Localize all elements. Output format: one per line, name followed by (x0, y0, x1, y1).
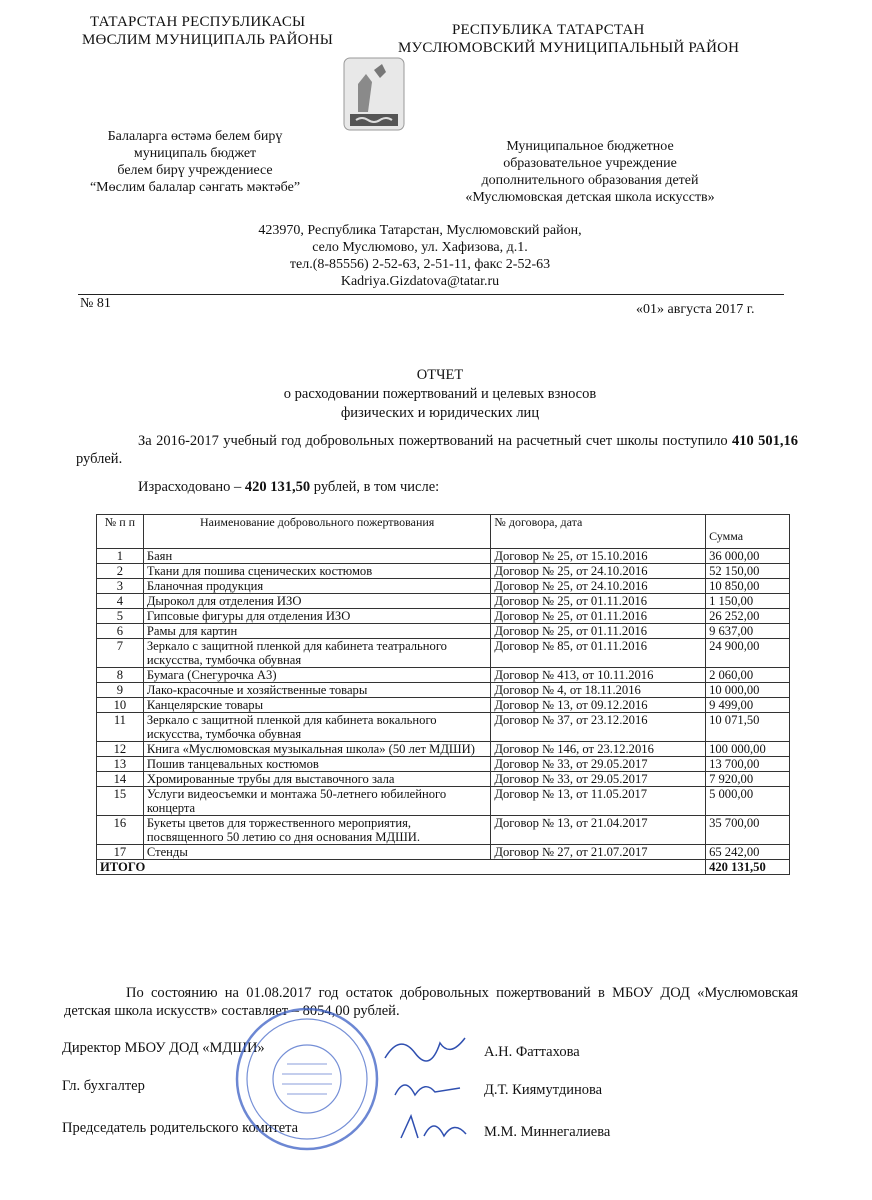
row-contract: Договор № 85, от 01.11.2016 (491, 639, 706, 668)
row-contract: Договор № 33, от 29.05.2017 (491, 757, 706, 772)
table-row (97, 549, 790, 564)
intro-p1-tail: рублей. (76, 451, 123, 467)
table-body (97, 549, 790, 860)
table-row (97, 564, 790, 579)
row-name: Рамы для картин (143, 624, 491, 639)
address-block (200, 222, 640, 290)
org-russian-line3: дополнительного образования детей (481, 173, 699, 188)
row-num: 8 (97, 668, 144, 683)
address-line1: 423970, Республика Татарстан, Муслюмовский район, (258, 223, 582, 238)
table-row (97, 624, 790, 639)
header-sum: Сумма (706, 515, 790, 549)
address-email: Kadriya.Gizdatova@tatar.ru (340, 274, 500, 289)
row-num: 2 (97, 564, 144, 579)
row-num: 1 (97, 549, 144, 564)
row-sum: 2 060,00 (706, 668, 790, 683)
accountant-signature-icon (390, 1070, 470, 1105)
address-line2: село Муслюмово, ул. Хафизова, д.1. (312, 240, 528, 255)
table-row (97, 683, 790, 698)
header-contract: № договора, дата (491, 515, 706, 549)
table-row (97, 742, 790, 757)
table-header-row (97, 515, 790, 549)
table-row (97, 816, 790, 845)
row-contract: Договор № 37, от 23.12.2016 (491, 713, 706, 742)
row-num: 12 (97, 742, 144, 757)
doc-date: «01» августа 2017 г. (636, 302, 755, 317)
signature-role-director: Директор МБОУ ДОД «МДШИ» (62, 1040, 265, 1056)
row-name: Баян (143, 549, 491, 564)
row-contract: Договор № 25, от 24.10.2016 (491, 564, 706, 579)
address-line3: тел.(8-85556) 2-52-63, 2-51-11, факс 2-52-63 (289, 257, 551, 272)
row-sum: 35 700,00 (706, 816, 790, 845)
row-name: Гипсовые фигуры для отделения ИЗО (143, 609, 491, 624)
row-contract: Договор № 25, от 24.10.2016 (491, 579, 706, 594)
closing-paragraph: По состоянию на 01.08.2017 год остаток добровольных пожертвований в МБОУ ДОД «Муслюмовская детская школа искусств» составляет – 8054,00 рублей. (64, 985, 798, 1019)
row-contract: Договор № 25, от 15.10.2016 (491, 549, 706, 564)
row-sum: 100 000,00 (706, 742, 790, 757)
row-num: 14 (97, 772, 144, 787)
row-sum: 52 150,00 (706, 564, 790, 579)
org-russian-line4: «Муслюмовская детская школа искусств» (465, 190, 715, 205)
header-right-line1: РЕСПУБЛИКА ТАТАРСТАН (452, 22, 645, 38)
table-row (97, 713, 790, 742)
row-contract: Договор № 27, от 21.07.2017 (491, 845, 706, 860)
signature-role-accountant: Гл. бухгалтер (62, 1078, 145, 1094)
row-contract: Договор № 13, от 09.12.2016 (491, 698, 706, 713)
row-sum: 5 000,00 (706, 787, 790, 816)
signature-name-accountant: Д.Т. Киямутдинова (484, 1082, 603, 1098)
header-left-line2: МӨСЛИМ МУНИЦИПАЛЬ РАЙОНЫ (82, 32, 334, 48)
intro-p1-amount: 410 501,16 (732, 433, 799, 449)
row-sum: 9 499,00 (706, 698, 790, 713)
row-num: 5 (97, 609, 144, 624)
row-num: 13 (97, 757, 144, 772)
doc-number: № 81 (80, 296, 111, 311)
official-stamp-icon (232, 1004, 382, 1154)
row-contract: Договор № 146, от 23.12.2016 (491, 742, 706, 757)
row-num: 17 (97, 845, 144, 860)
row-sum: 10 850,00 (706, 579, 790, 594)
row-sum: 13 700,00 (706, 757, 790, 772)
row-num: 15 (97, 787, 144, 816)
row-name: Лако-красочные и хозяйственные товары (143, 683, 491, 698)
row-num: 16 (97, 816, 144, 845)
row-name: Зеркало с защитной пленкой для кабинета вокального искусства, тумбочка обувная (143, 713, 491, 742)
row-sum: 9 637,00 (706, 624, 790, 639)
row-contract: Договор № 4, от 18.11.2016 (491, 683, 706, 698)
row-name: Зеркало с защитной пленкой для кабинета театрального искусства, тумбочка обувная (143, 639, 491, 668)
row-contract: Договор № 25, от 01.11.2016 (491, 609, 706, 624)
org-tatar-line4: “Мөслим балалар сәнгать мәктәбе” (89, 180, 301, 195)
row-sum: 26 252,00 (706, 609, 790, 624)
row-name: Услуги видеосъемки и монтажа 50-летнего юбилейного концерта (143, 787, 491, 816)
expenses-table (96, 514, 790, 875)
row-name: Бланочная продукция (143, 579, 491, 594)
row-num: 10 (97, 698, 144, 713)
header-right-line2: МУСЛЮМОВСКИЙ МУНИЦИПАЛЬНЫЙ РАЙОН (398, 40, 740, 56)
director-signature-icon (380, 1028, 470, 1068)
row-contract: Договор № 13, от 11.05.2017 (491, 787, 706, 816)
row-sum: 10 000,00 (706, 683, 790, 698)
row-num: 9 (97, 683, 144, 698)
intro-p2-text: Израсходовано – (138, 479, 245, 495)
header-left-line1: ТАТАРСТАН РЕСПУБЛИКАСЫ (90, 14, 306, 30)
row-sum: 7 920,00 (706, 772, 790, 787)
table-row (97, 757, 790, 772)
row-name: Хромированные трубы для выставочного зала (143, 772, 491, 787)
row-name: Бумага (Снегурочка А3) (143, 668, 491, 683)
row-contract: Договор № 25, от 01.11.2016 (491, 594, 706, 609)
row-sum: 10 071,50 (706, 713, 790, 742)
row-name: Ткани для пошива сценических костюмов (143, 564, 491, 579)
row-sum: 65 242,00 (706, 845, 790, 860)
intro-paragraph-2 (138, 478, 439, 496)
table-row (97, 845, 790, 860)
header-name: Наименование добровольного пожертвования (143, 515, 491, 549)
row-num: 4 (97, 594, 144, 609)
report-title (200, 366, 680, 423)
org-russian-line2: образовательное учреждение (503, 156, 677, 171)
row-name: Стенды (143, 845, 491, 860)
row-contract: Договор № 413, от 10.11.2016 (491, 668, 706, 683)
org-tatar-line1: Балаларга өстәмә белем бирү (107, 129, 283, 144)
org-tatar-block (60, 128, 330, 196)
intro-p1-text: За 2016-2017 учебный год добровольных пожертвований на расчетный счет школы поступило (138, 433, 732, 449)
row-name: Книга «Муслюмовская музыкальная школа» (50 лет МДШИ) (143, 742, 491, 757)
title-line3: физических и юридических лиц (340, 405, 540, 421)
table-row (97, 579, 790, 594)
table-row (97, 639, 790, 668)
intro-paragraph-1 (76, 432, 798, 468)
table-total-row (97, 860, 790, 875)
row-sum: 24 900,00 (706, 639, 790, 668)
row-name: Пошив танцевальных костюмов (143, 757, 491, 772)
total-sum: 420 131,50 (706, 860, 790, 875)
table-row (97, 772, 790, 787)
coat-of-arms-icon (338, 54, 410, 134)
signature-name-chairman: М.М. Миннегалиева (484, 1124, 611, 1140)
row-contract: Договор № 13, от 21.04.2017 (491, 816, 706, 845)
intro-p2-amount: 420 131,50 (244, 479, 311, 495)
row-num: 3 (97, 579, 144, 594)
intro-p2-tail: рублей, в том числе: (310, 479, 440, 495)
row-num: 11 (97, 713, 144, 742)
title-line1: ОТЧЕТ (416, 367, 464, 383)
header-divider (78, 294, 784, 295)
table-row (97, 609, 790, 624)
org-tatar-line2: муниципаль бюджет (133, 146, 257, 161)
row-num: 6 (97, 624, 144, 639)
row-name: Букеты цветов для торжественного мероприятия, посвященного 50 летию со дня основания МДШИ. (143, 816, 491, 845)
table-row (97, 698, 790, 713)
row-sum: 1 150,00 (706, 594, 790, 609)
row-contract: Договор № 25, от 01.11.2016 (491, 624, 706, 639)
row-name: Дырокол для отделения ИЗО (143, 594, 491, 609)
row-sum: 36 000,00 (706, 549, 790, 564)
row-num: 7 (97, 639, 144, 668)
total-label: ИТОГО (97, 860, 706, 875)
org-russian-block (440, 138, 740, 206)
table-row (97, 594, 790, 609)
row-name: Канцелярские товары (143, 698, 491, 713)
org-tatar-line3: белем бирү учреждениесе (117, 163, 273, 178)
header-num: № п п (97, 515, 144, 549)
title-line2: о расходовании пожертвований и целевых взносов (283, 386, 597, 402)
signature-role-chairman: Председатель родительского комитета (62, 1120, 299, 1136)
signature-name-director: А.Н. Фаттахова (484, 1044, 580, 1060)
chairman-signature-icon (396, 1108, 476, 1148)
row-contract: Договор № 33, от 29.05.2017 (491, 772, 706, 787)
org-russian-line1: Муниципальное бюджетное (506, 139, 674, 154)
table-row (97, 668, 790, 683)
table-row (97, 787, 790, 816)
